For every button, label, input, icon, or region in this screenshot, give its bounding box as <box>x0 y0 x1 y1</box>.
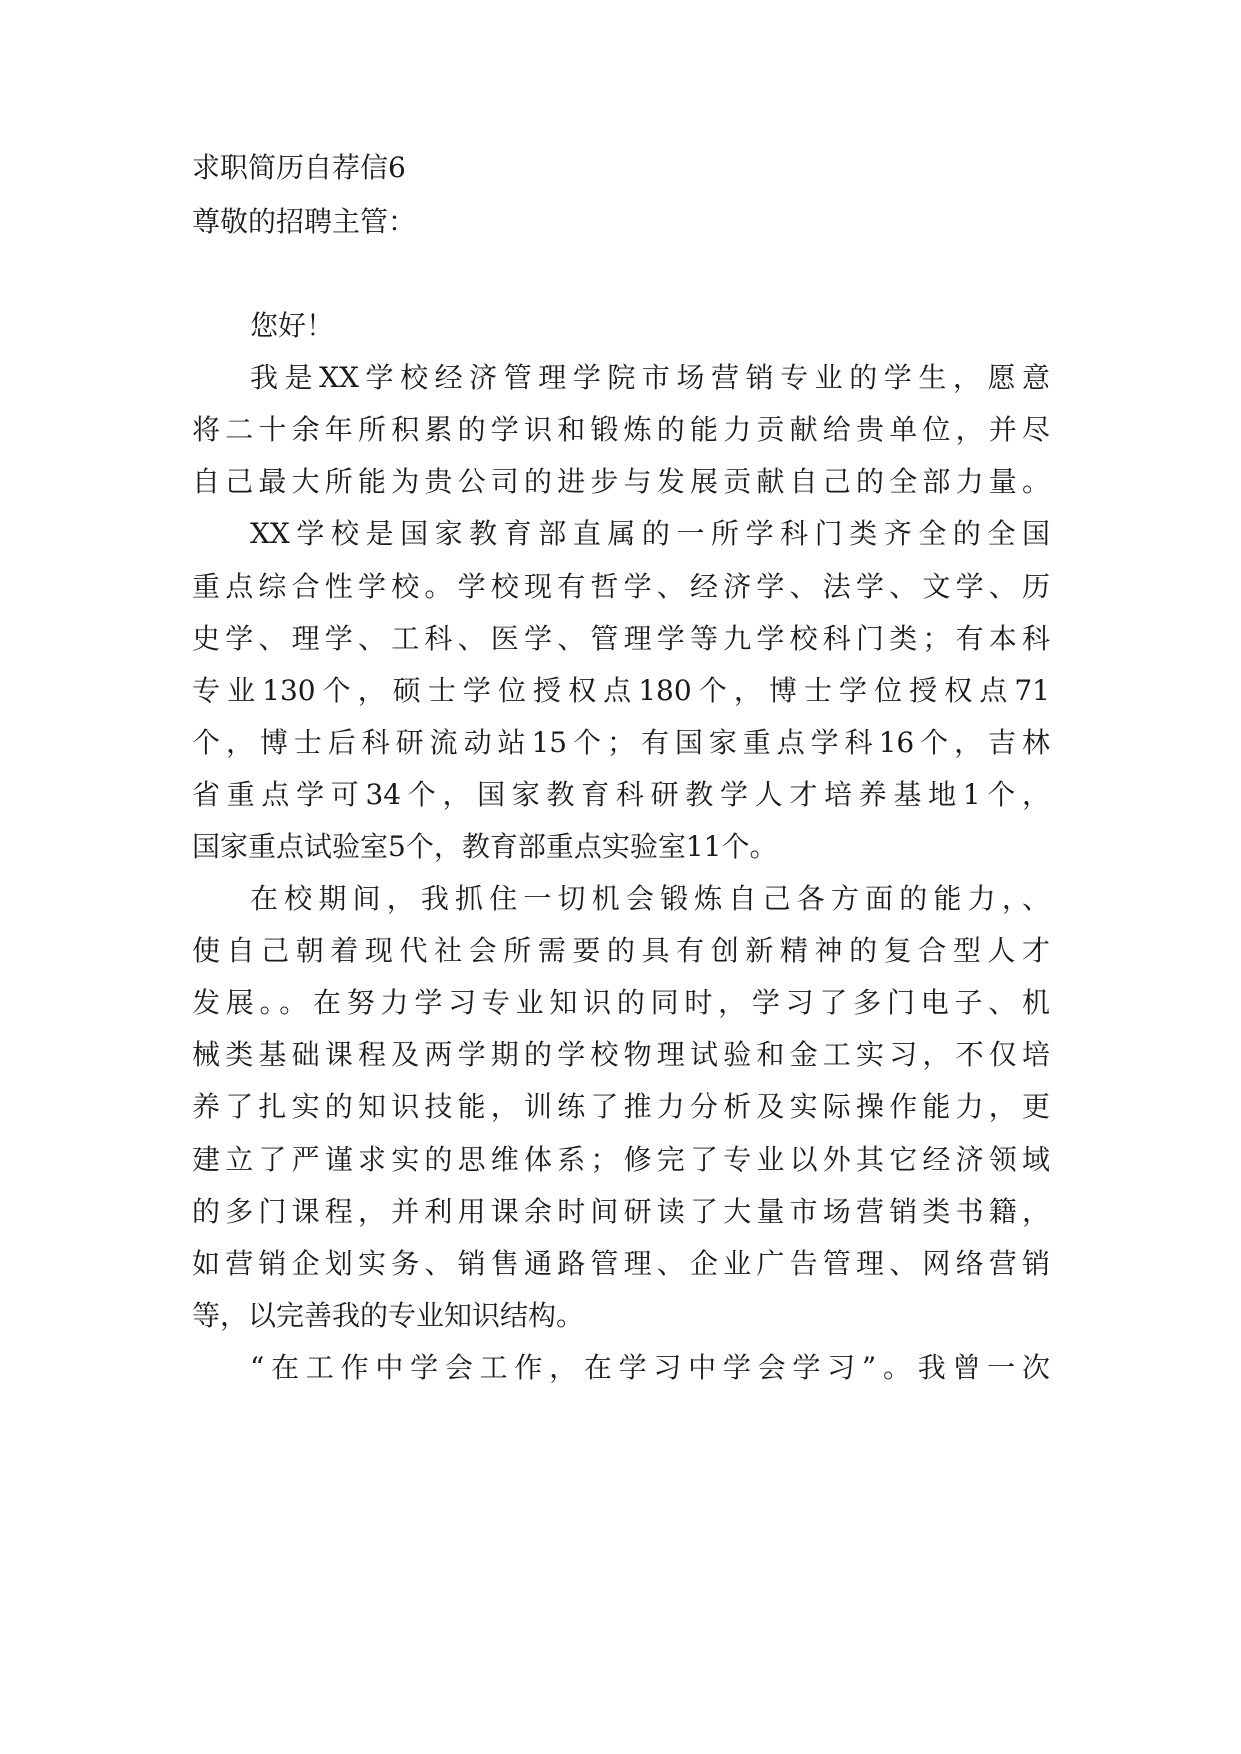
greeting: 您好！ <box>250 309 335 342</box>
paragraph-2-line-6: 省重点学可34个，国家教育科研教学人才培养基地1个， <box>192 778 1050 811</box>
paragraph-3-line-1: 在校期间，我抓住一切机会锻炼自己各方面的能力，、 <box>250 882 1050 915</box>
paragraph-2-line-7: 国家重点试验室5个，教育部重点实验室11个。 <box>192 830 778 863</box>
paragraph-1-line-2: 将二十余年所积累的学识和锻炼的能力贡献给贵单位，并尽 <box>192 413 1050 446</box>
paragraph-1-line-1: 我是XX学校经济管理学院市场营销专业的学生，愿意 <box>250 361 1050 394</box>
paragraph-2-line-5: 个，博士后科研流动站15个；有国家重点学科16个，吉林 <box>192 726 1050 759</box>
paragraph-3-line-4: 械类基础课程及两学期的学校物理试验和金工实习，不仅培 <box>192 1038 1050 1071</box>
document-title: 求职简历自荐信6 <box>192 151 406 184</box>
paragraph-2-line-3: 史学、理学、工科、医学、管理学等九学校科门类；有本科 <box>192 622 1050 655</box>
paragraph-2-line-4: 专业130个，硕士学位授权点180个，博士学位授权点71 <box>192 674 1050 707</box>
paragraph-4-line-1: “在工作中学会工作，在学习中学会学习”。我曾一次 <box>250 1351 1050 1384</box>
salutation: 尊敬的招聘主管： <box>192 205 417 238</box>
paragraph-2-line-2: 重点综合性学校。学校现有哲学、经济学、法学、文学、历 <box>192 570 1050 603</box>
paragraph-3-line-2: 使自己朝着现代社会所需要的具有创新精神的复合型人才 <box>192 934 1050 967</box>
paragraph-3-line-9: 等，以完善我的专业知识结构。 <box>192 1299 585 1332</box>
paragraph-3-line-5: 养了扎实的知识技能，训练了推力分析及实际操作能力，更 <box>192 1090 1050 1123</box>
paragraph-1-line-3: 自己最大所能为贵公司的进步与发展贡献自己的全部力量。 <box>192 465 1050 498</box>
paragraph-3-line-8: 如营销企划实务、销售通路管理、企业广告管理、网络营销 <box>192 1247 1050 1280</box>
paragraph-3-line-6: 建立了严谨求实的思维体系；修完了专业以外其它经济领域 <box>192 1143 1050 1176</box>
paragraph-3-line-7: 的多门课程，并利用课余时间研读了大量市场营销类书籍， <box>192 1195 1050 1228</box>
paragraph-3-line-3: 发展。。在努力学习专业知识的同时，学习了多门电子、机 <box>192 986 1050 1019</box>
paragraph-2-line-1: XX学校是国家教育部直属的一所学科门类齐全的全国 <box>250 517 1050 550</box>
